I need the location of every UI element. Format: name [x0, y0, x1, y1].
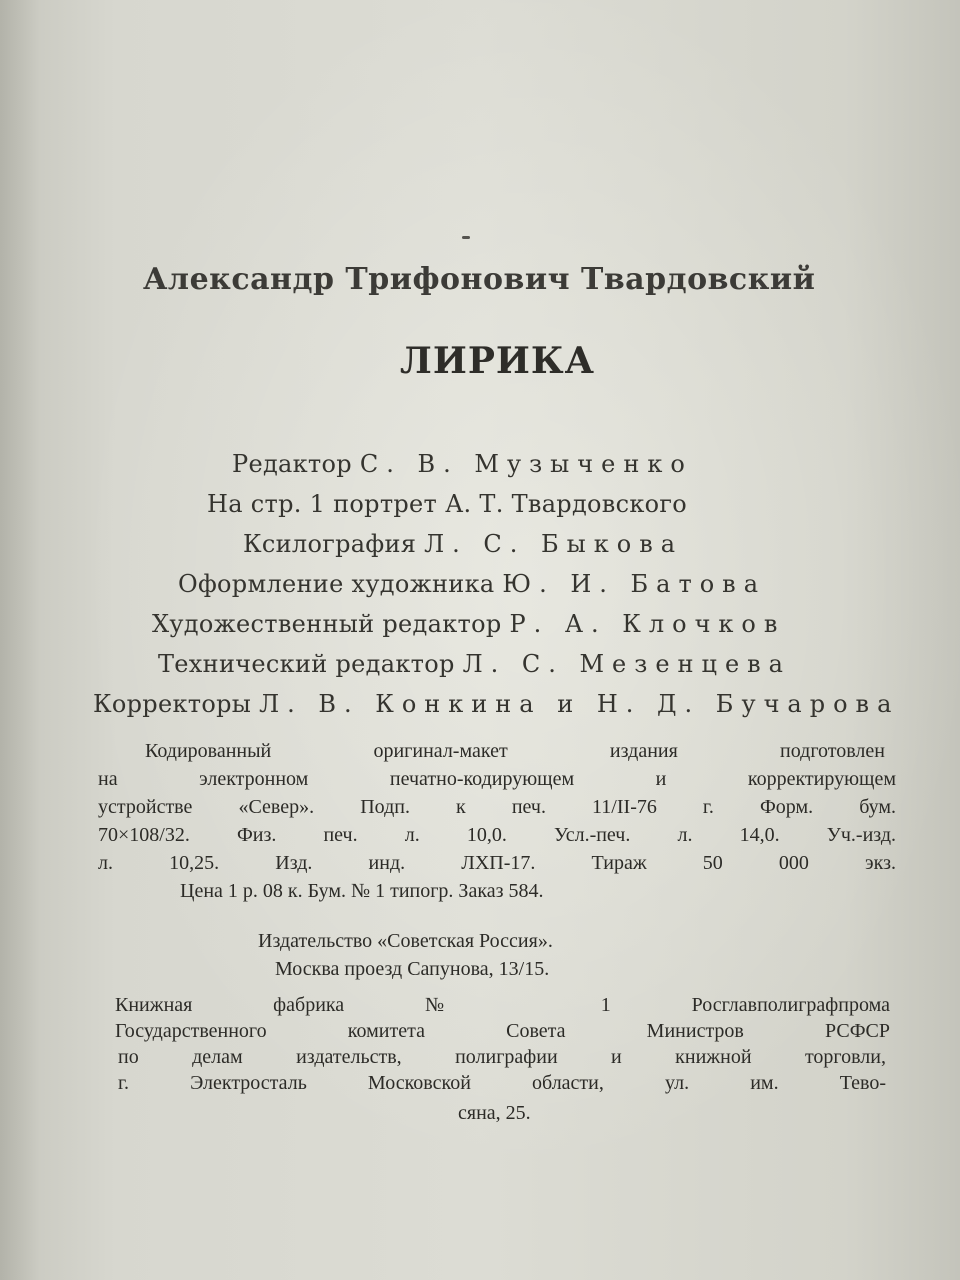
- credit-person: Л. С. Быкова: [424, 530, 684, 558]
- imprint-line: на электронном печатно-кодирующем и корректирующем: [98, 768, 896, 790]
- credit-person: С. В. Музыченко: [359, 450, 693, 478]
- publisher-name: Издательство «Советская Россия».: [258, 930, 553, 952]
- printer-line: по делам издательств, полиграфии и книжной торговли,: [118, 1046, 886, 1068]
- credit-xylography: [243, 530, 683, 558]
- imprint-line: Кодированный оригинал-макет издания подготовлен: [145, 740, 885, 762]
- credit-person: Л. В. Конкина и Н. Д. Бучарова: [259, 690, 900, 718]
- credit-editor: [232, 450, 693, 478]
- printer-line: г. Электросталь Московской области, ул. им. Тево-: [118, 1072, 886, 1094]
- credit-person: Р. А. Клочков: [509, 610, 786, 638]
- printer-line: Книжная фабрика № 1 Росглавполиграфпрома: [115, 994, 890, 1016]
- page-edge-shadow: [0, 0, 40, 1280]
- credit-role: Оформление художника: [178, 570, 495, 598]
- credit-portrait: [207, 490, 687, 518]
- printed-dot: [462, 236, 470, 239]
- credit-tech-editor: [158, 650, 791, 678]
- credit-art-editor: [152, 610, 785, 638]
- imprint-line: Цена 1 р. 08 к. Бум. № 1 типогр. Заказ 584.: [180, 880, 544, 902]
- publisher-address: Москва проезд Сапунова, 13/15.: [275, 958, 550, 980]
- credit-design: [178, 570, 766, 598]
- author-name: Александр Трифонович Твардовский: [143, 262, 816, 297]
- credit-role: Художественный редактор: [152, 610, 502, 638]
- printer-line: сяна, 25.: [458, 1102, 531, 1124]
- credit-role: Корректоры: [93, 690, 252, 718]
- imprint-line: устройстве «Север». Подп. к печ. 11/II-76 г. Форм. бум.: [98, 796, 896, 818]
- imprint-line: л. 10,25. Изд. инд. ЛХП-17. Тираж 50 000 экз.: [98, 852, 896, 874]
- credit-proofreaders: [93, 690, 899, 718]
- credit-role: На стр. 1 портрет: [207, 490, 438, 518]
- credit-role: Технический редактор: [158, 650, 455, 678]
- imprint-line: 70×108/32. Физ. печ. л. 10,0. Усл.-печ. л. 14,0. Уч.-изд.: [98, 824, 896, 846]
- credit-role: Редактор: [232, 450, 352, 478]
- credit-person: Ю. И. Батова: [502, 570, 766, 598]
- printer-line: Государственного комитета Совета Министров РСФСР: [115, 1020, 890, 1042]
- credit-person: А. Т. Твардовского: [445, 490, 688, 518]
- book-title: ЛИРИКА: [400, 340, 595, 382]
- credit-person: Л. С. Мезенцева: [462, 650, 791, 678]
- credit-role: Ксилография: [243, 530, 417, 558]
